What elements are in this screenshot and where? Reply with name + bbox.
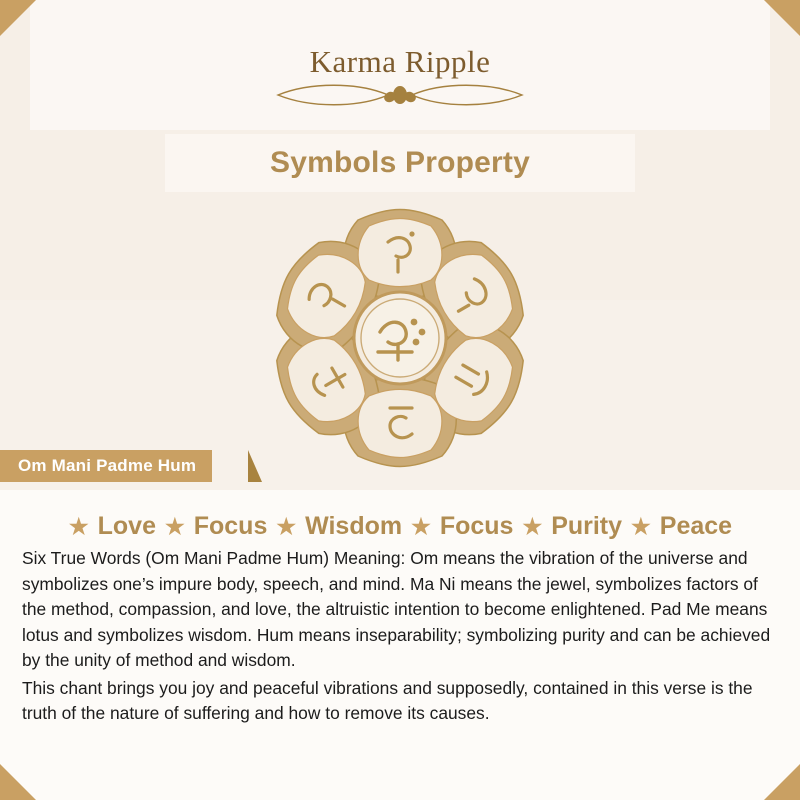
flourish-divider-icon (0, 82, 800, 113)
brand-header (0, 44, 800, 113)
star-icon: ★ (411, 513, 431, 539)
star-icon: ★ (522, 513, 543, 539)
description-paragraph-1: Six True Words (Om Mani Padme Hum) Meaning: Om means the vibration of the universe and symbolizes one’s impure body, speech, and mind. Ma Ni means the jewel, symbolizes factors of the method, compassion, and love, the altruistic intention to become enlightened. Pad Me means lotus and symbolizes wisdom. Hum means inseparability; symbolizing purity and can be achieved by the unity of method and wisdom. (22, 548, 771, 671)
star-icon: ★ (68, 513, 89, 539)
keyword-row (0, 512, 800, 541)
keyword-focus-1: Focus (193, 512, 268, 540)
mantra-ribbon-label: Om Mani Padme Hum (18, 456, 197, 475)
corner-decoration-top-right (764, 0, 800, 36)
keyword-wisdom: Wisdom (305, 512, 403, 540)
om-mani-padme-hum-mandala-icon (245, 208, 555, 468)
brand-name: Karma Ripple (309, 44, 491, 79)
keyword-love: Love (97, 512, 156, 540)
star-icon: ★ (165, 513, 185, 539)
brand-row (310, 44, 491, 80)
keyword-purity: Purity (551, 512, 623, 540)
keyword-focus-2: Focus (439, 512, 514, 540)
mandala-illustration (0, 208, 800, 468)
title-band (165, 134, 635, 192)
mantra-ribbon (0, 450, 212, 482)
keyword-peace: Peace (659, 512, 733, 540)
corner-decoration-top-left (0, 0, 36, 36)
description-block (22, 546, 782, 727)
page-title: Symbols Property (270, 146, 530, 179)
corner-decoration-bottom-left (0, 764, 36, 800)
star-icon: ★ (276, 513, 297, 539)
corner-decoration-bottom-right (764, 764, 800, 800)
description-paragraph-2: This chant brings you joy and peaceful vibrations and supposedly, contained in this verse is the truth of the nature of suffering and how to remove its causes. (22, 677, 753, 724)
mantra-ribbon-tail (248, 450, 262, 482)
star-icon: ★ (631, 513, 651, 539)
